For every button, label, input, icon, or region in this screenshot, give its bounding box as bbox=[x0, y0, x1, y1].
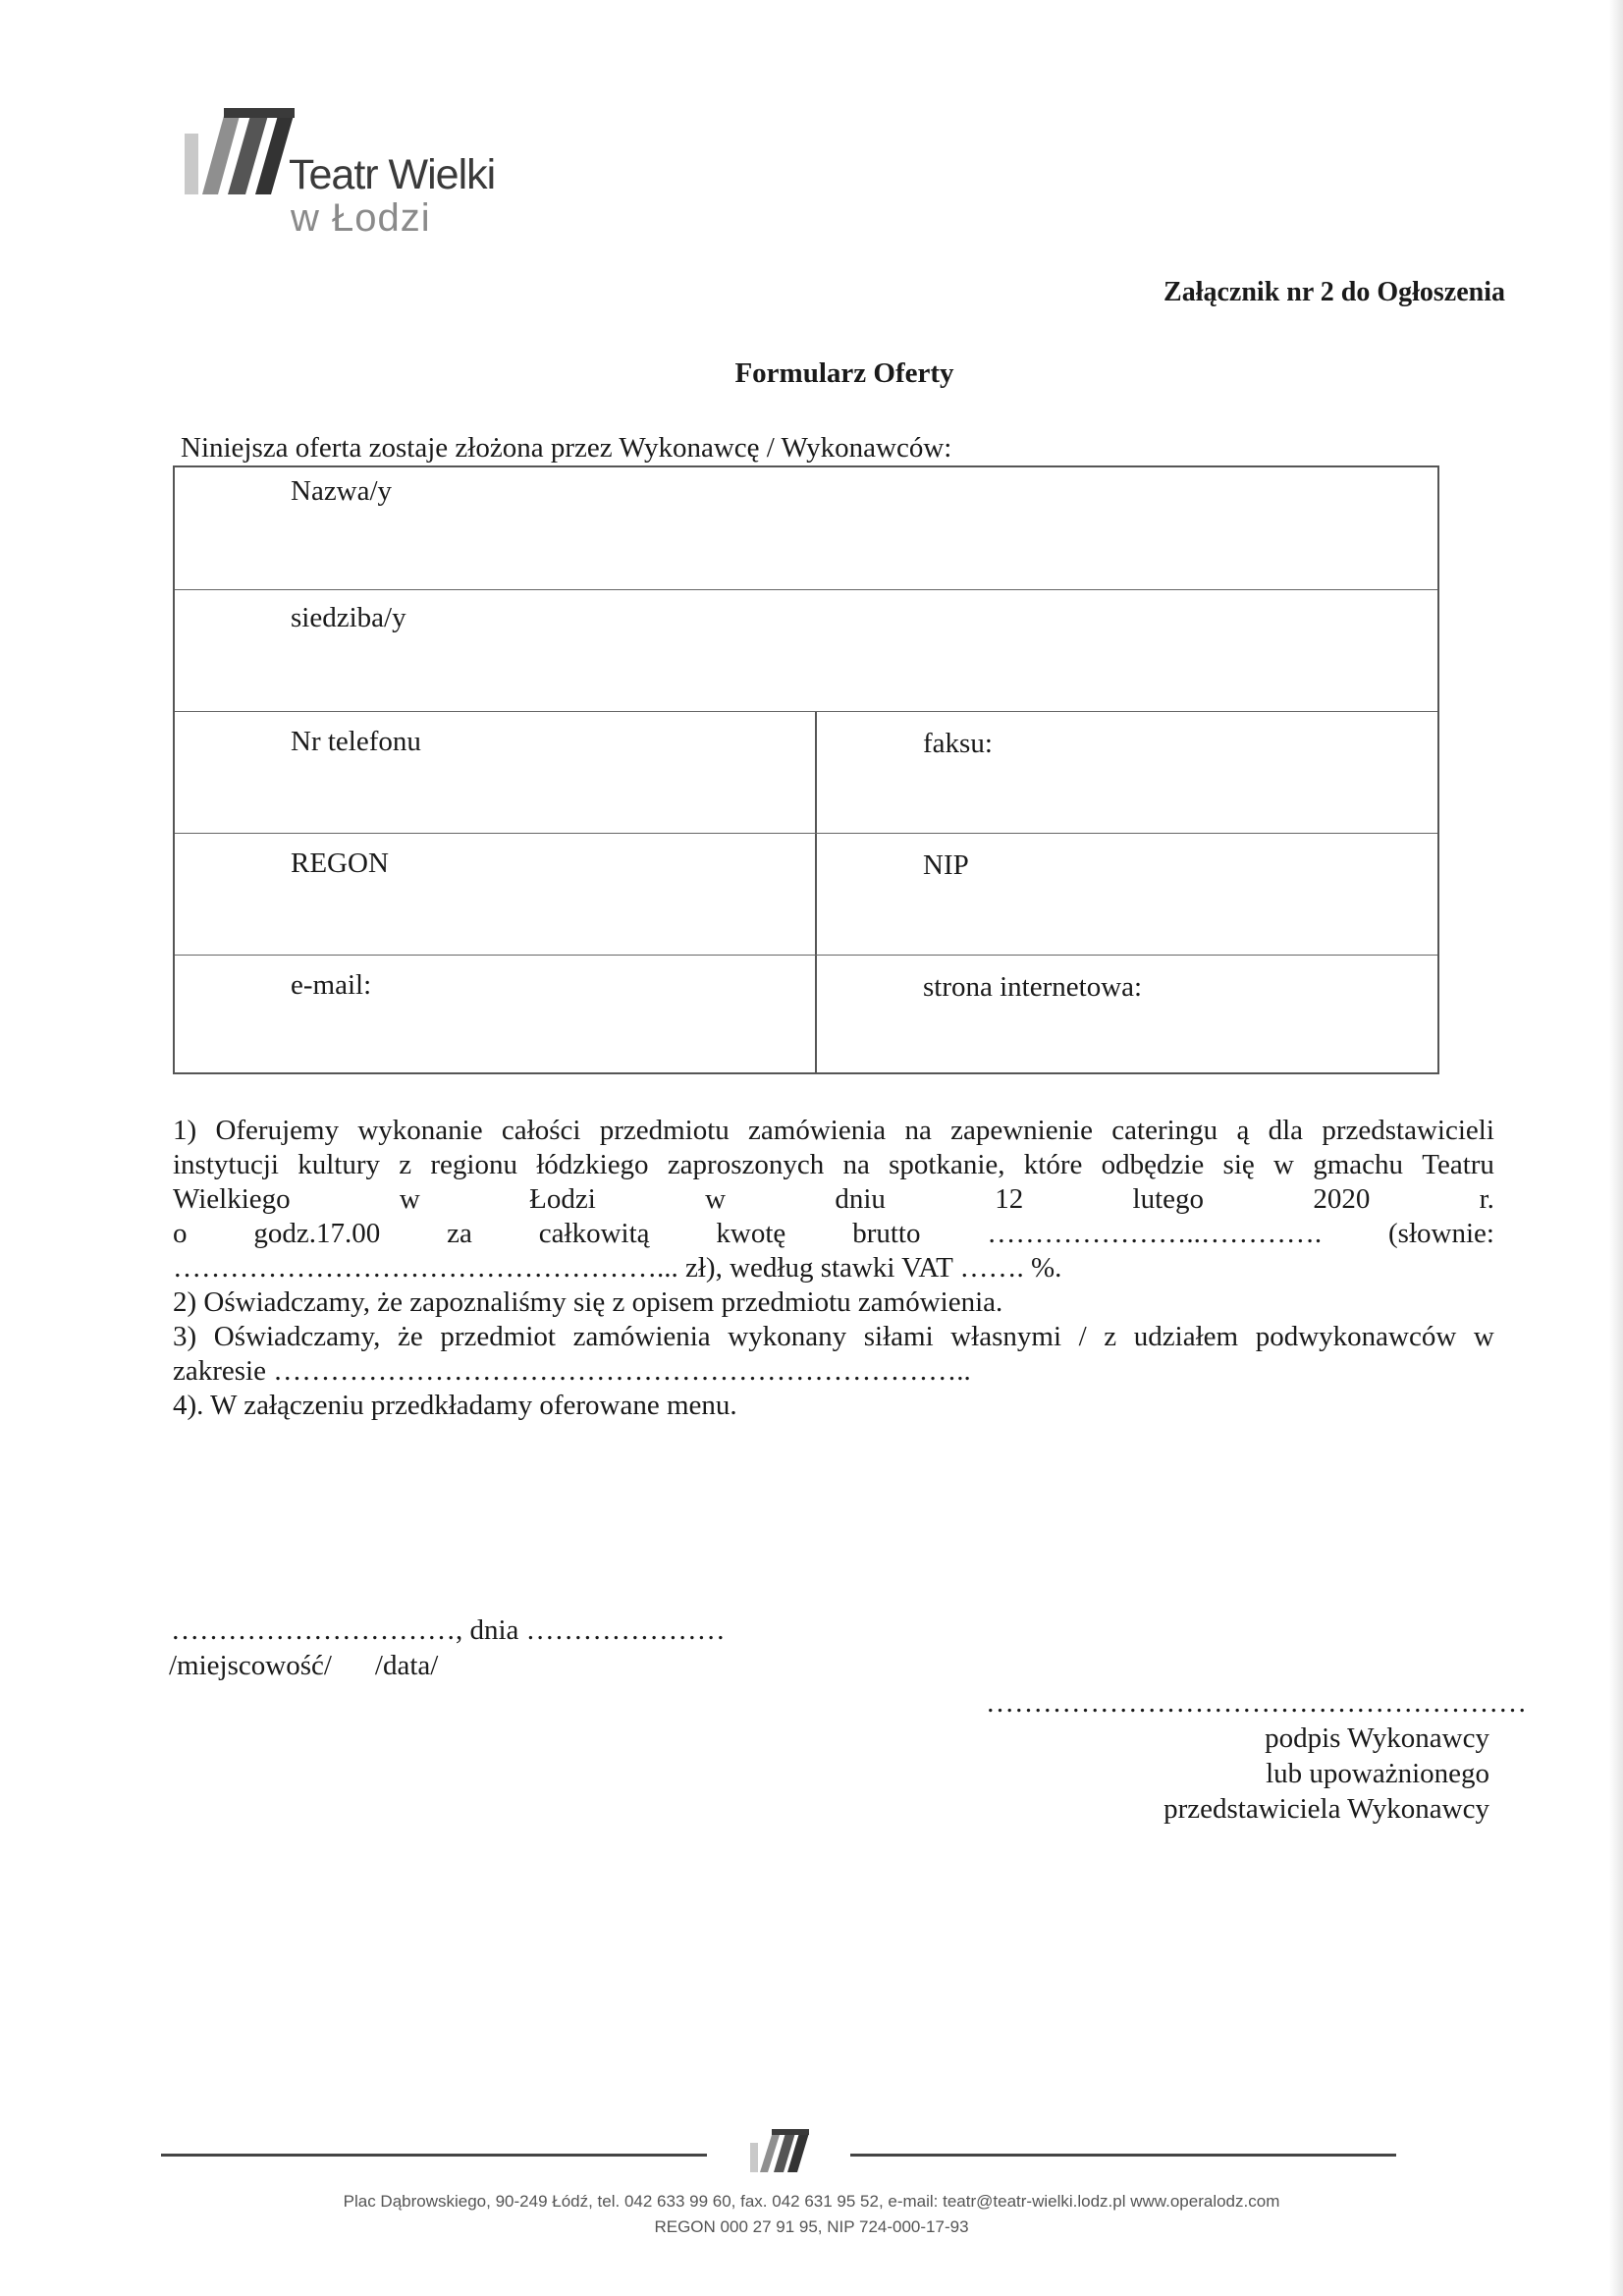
word: w bbox=[1473, 1321, 1494, 1352]
word: o bbox=[173, 1218, 188, 1249]
word: brutto bbox=[852, 1218, 921, 1249]
word: Oferujemy bbox=[215, 1115, 340, 1146]
word: podwykonawców bbox=[1255, 1321, 1457, 1352]
form-row-regon-nip bbox=[175, 833, 1437, 955]
word: przedstawicieli bbox=[1322, 1115, 1494, 1146]
word: na bbox=[842, 1149, 870, 1180]
footer-registry: REGON 000 27 91 95, NIP 724-000-17-93 bbox=[654, 2217, 969, 2236]
word: Oświadczamy, bbox=[213, 1321, 381, 1352]
word: zamówienia bbox=[572, 1321, 711, 1352]
field-label-fax: faksu: bbox=[923, 728, 993, 759]
field-label-name: Nazwa/y bbox=[291, 475, 393, 507]
word: 3) bbox=[173, 1321, 197, 1352]
form-row-name bbox=[175, 467, 1437, 589]
word: 1) bbox=[173, 1115, 197, 1146]
word: instytucji bbox=[173, 1149, 279, 1180]
signature-caption-line: lub upoważnionego bbox=[1266, 1758, 1489, 1789]
word: udziałem bbox=[1133, 1321, 1239, 1352]
scan-page-edge bbox=[1609, 0, 1623, 2296]
word: 12 bbox=[995, 1183, 1024, 1215]
word: w bbox=[399, 1183, 420, 1215]
word: dla bbox=[1268, 1115, 1304, 1146]
word: siłami bbox=[863, 1321, 934, 1352]
word: łódzkiego bbox=[536, 1149, 649, 1180]
field-label-email: e-mail: bbox=[291, 969, 372, 1001]
word: 2020 bbox=[1313, 1183, 1371, 1215]
form-row-email-website bbox=[175, 955, 1437, 1074]
field-label-website: strona internetowa: bbox=[923, 971, 1143, 1003]
column-divider bbox=[815, 712, 817, 833]
word: w bbox=[705, 1183, 727, 1215]
offer-form-table bbox=[173, 465, 1439, 1074]
word: spotkanie, bbox=[889, 1149, 1005, 1180]
paragraph-1-line bbox=[173, 1182, 1494, 1217]
word: przedmiotu bbox=[599, 1115, 730, 1146]
offer-paragraphs bbox=[173, 1114, 1494, 1423]
word: cateringu bbox=[1111, 1115, 1218, 1146]
paragraph-1-line bbox=[173, 1148, 1494, 1182]
word: wykonany bbox=[728, 1321, 847, 1352]
attachment-label: Załącznik nr 2 do Ogłoszenia bbox=[1163, 277, 1505, 307]
field-label-regon: REGON bbox=[291, 847, 389, 879]
paragraph-1-line: ……………………………………………... zł), według stawki VAT ……. %. bbox=[173, 1252, 1062, 1284]
date-label: /data/ bbox=[374, 1650, 439, 1681]
place-date-line: …………………………, dnia ………………… bbox=[171, 1614, 726, 1646]
field-label-seat: siedziba/y bbox=[291, 602, 406, 633]
paragraph-3-line bbox=[173, 1320, 1494, 1354]
word: lutego bbox=[1132, 1183, 1205, 1215]
word: z bbox=[1104, 1321, 1117, 1352]
word: regionu bbox=[430, 1149, 517, 1180]
word: godz.17.00 bbox=[253, 1218, 381, 1249]
footer-contact: Plac Dąbrowskiego, 90-249 Łódź, tel. 042 633 99 60, fax. 042 631 95 52, e-mail: teatr@teatr-wielki.lodz.pl www.operalodz.com bbox=[343, 2192, 1280, 2211]
signature-caption bbox=[1163, 1721, 1489, 1827]
word: kultury bbox=[298, 1149, 380, 1180]
word: ą bbox=[1236, 1115, 1250, 1146]
paragraph-1-line bbox=[173, 1217, 1494, 1251]
paragraph-2: 2) Oświadczamy, że zapoznaliśmy się z opisem przedmiotu zamówienia. bbox=[173, 1286, 1003, 1318]
word: które bbox=[1023, 1149, 1083, 1180]
logo-mark-icon bbox=[185, 108, 295, 198]
word: r. bbox=[1479, 1183, 1494, 1215]
word: Teatru bbox=[1422, 1149, 1494, 1180]
word: odbędzie bbox=[1101, 1149, 1205, 1180]
form-row-phone-fax bbox=[175, 711, 1437, 833]
logo-title: Teatr Wielki bbox=[289, 151, 496, 198]
form-row-seat bbox=[175, 589, 1437, 711]
field-label-nip: NIP bbox=[923, 849, 969, 881]
word: Wielkiego bbox=[173, 1183, 291, 1215]
word: na bbox=[904, 1115, 932, 1146]
word: kwotę bbox=[716, 1218, 786, 1249]
signature-caption-line: przedstawiciela Wykonawcy bbox=[1163, 1793, 1489, 1825]
word: w bbox=[1273, 1149, 1294, 1180]
paragraph-4: 4). W załączeniu przedkładamy oferowane menu. bbox=[173, 1390, 737, 1421]
word: z bbox=[399, 1149, 412, 1180]
column-divider bbox=[815, 834, 817, 955]
word: że bbox=[398, 1321, 423, 1352]
paragraph-3-line: zakresie ……………………………………………………………….. bbox=[173, 1355, 971, 1387]
intro-text: Niniejsza oferta zostaje złożona przez Wykonawcę / Wykonawców: bbox=[181, 432, 952, 464]
word: wykonanie bbox=[357, 1115, 483, 1146]
word: za bbox=[447, 1218, 472, 1249]
place-label: /miejscowość/ bbox=[169, 1650, 332, 1681]
word: Łodzi bbox=[529, 1183, 596, 1215]
word: własnymi bbox=[950, 1321, 1062, 1352]
word: …………………..…………. bbox=[987, 1218, 1323, 1249]
footer-logo-icon bbox=[750, 2129, 809, 2174]
teatr-wielki-logo bbox=[185, 106, 518, 244]
word: przedmiot bbox=[440, 1321, 556, 1352]
word: dniu bbox=[835, 1183, 886, 1215]
column-divider bbox=[815, 956, 817, 1074]
word: się bbox=[1222, 1149, 1255, 1180]
word: zapewnienie bbox=[950, 1115, 1094, 1146]
signature-caption-line: podpis Wykonawcy bbox=[1265, 1722, 1489, 1754]
word: zaproszonych bbox=[667, 1149, 825, 1180]
footer-rule-left bbox=[161, 2154, 707, 2157]
word: gmachu bbox=[1313, 1149, 1404, 1180]
footer-rule-right bbox=[850, 2154, 1396, 2157]
signature-dots: ………………………………………………… bbox=[986, 1687, 1527, 1719]
place-date-labels bbox=[169, 1650, 481, 1682]
word: / bbox=[1078, 1321, 1087, 1352]
field-label-phone: Nr telefonu bbox=[291, 726, 421, 757]
word: całkowitą bbox=[538, 1218, 650, 1249]
paragraph-1-line bbox=[173, 1114, 1494, 1148]
word: całości bbox=[501, 1115, 581, 1146]
logo-subtitle: w Łodzi bbox=[291, 196, 431, 240]
word: (słownie: bbox=[1388, 1218, 1494, 1249]
page-title: Formularz Oferty bbox=[734, 357, 954, 389]
word: zamówienia bbox=[748, 1115, 887, 1146]
